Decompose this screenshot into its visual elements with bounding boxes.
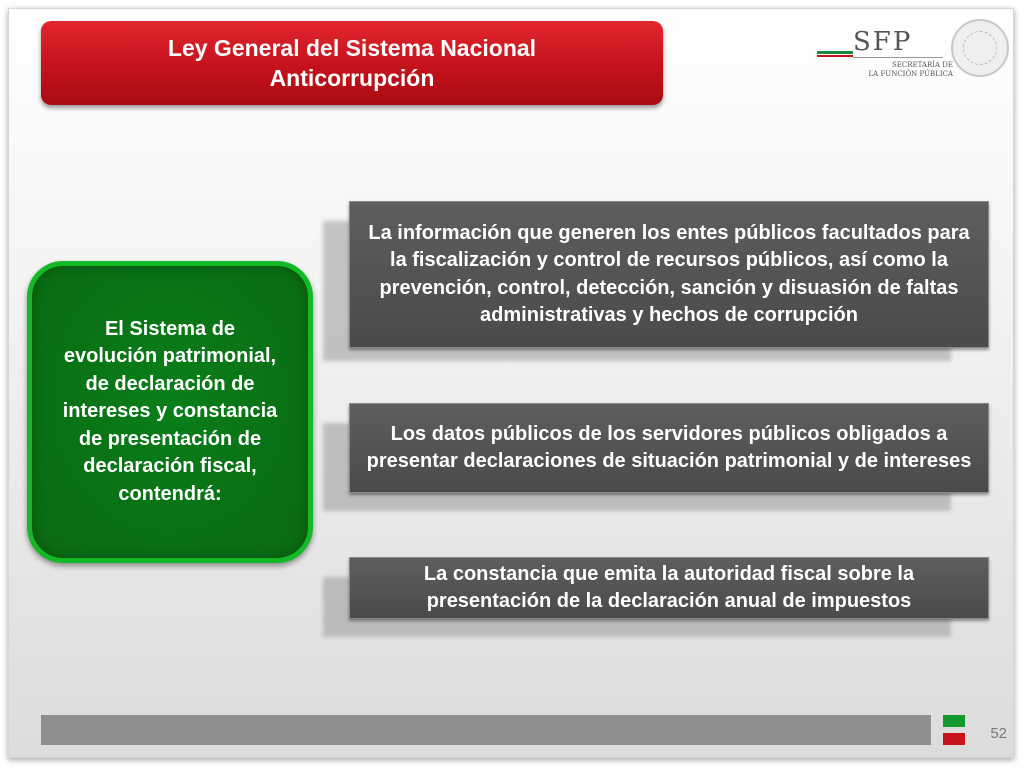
main-concept-text: El Sistema de evolución patrimonial, de declaración de intereses y constancia de presentación de declaración fiscal, contendrá: xyxy=(62,317,278,505)
logo-subtitle xyxy=(833,61,953,79)
logo-green-stripe xyxy=(817,51,853,54)
flag-green-stripe xyxy=(943,715,965,727)
item-3-box xyxy=(349,557,989,619)
seal-eagle-icon xyxy=(963,31,997,65)
logo-red-stripe xyxy=(817,55,853,57)
main-concept-box xyxy=(27,261,313,563)
logo-subtitle-line-1: SECRETARÍA DE xyxy=(891,61,953,69)
logo-acronym: SFP xyxy=(853,27,913,57)
item-3-text: La constancia que emita la autoridad fiscal sobre la presentación de la declaración anual de impuestos xyxy=(423,562,915,612)
item-2-box xyxy=(349,403,989,493)
national-seal-icon xyxy=(951,19,1009,77)
page-number: 52 xyxy=(990,725,1007,742)
slide-title xyxy=(41,21,663,105)
item-2-text: Los datos públicos de los servidores públicos obligados a presentar declaraciones de situación patrimonial y de intereses xyxy=(366,422,972,472)
logo-divider xyxy=(853,57,943,58)
slide-title-line-1: Ley General del Sistema Nacional xyxy=(167,35,537,61)
item-1-text: La información que generen los entes públicos facultados para la fiscalización y control de recursos públicos, así como la prevención, control, detección, sanción y disuasión de faltas administrativas y hechos de corrupción xyxy=(368,221,970,326)
logo-subtitle-line-2: LA FUNCIÓN PÚBLICA xyxy=(868,70,953,78)
footer-bar xyxy=(41,715,931,745)
flag-red-stripe xyxy=(943,733,965,745)
slide xyxy=(8,8,1014,758)
slide-title-line-2: Anticorrupción xyxy=(269,65,435,91)
sfp-logo xyxy=(811,15,1011,87)
item-1-box xyxy=(349,201,989,348)
